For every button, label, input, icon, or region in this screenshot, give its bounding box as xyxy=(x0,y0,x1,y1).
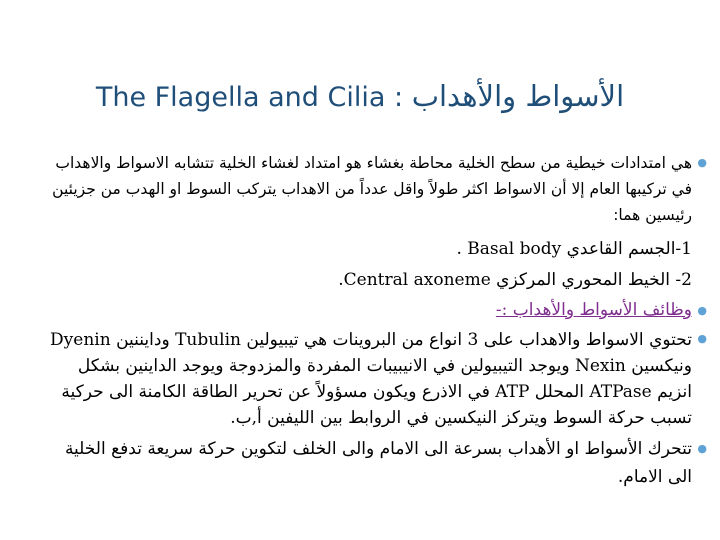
bullet-functions-heading xyxy=(44,296,707,325)
movement-text: تتحرك الأسواط او الأهداب بسرعة الى الامام والى الخلف لتكوين حركة سريعة تدفع الخلية الى الامام. xyxy=(64,439,692,487)
bullet-definition xyxy=(44,150,707,228)
proteins-text: تحتوي الاسواط والاهداب على 3 انواع من البروينات هي تيبيولين Tubulin ودايننين Dyenin ونيكسين Nexin ويوجد التيبيولين في الانيبيبات المفردة والمزدوجة ويوجد الداينين بشكل انزيم ATPase المحلل ATP في الاذرع ويكون مسؤولاً عن تحرير الطاقة الكامنة الى حركية تسبب حركة السوط ويتركز النيكسين في الروابط بين الليفين أ,ب. xyxy=(50,330,692,428)
slide-title xyxy=(40,66,680,126)
bullet-icon: ● xyxy=(697,304,707,317)
slide-content xyxy=(44,150,707,491)
title-arabic: الأسواط والأهداب xyxy=(411,79,625,113)
numbered-item-basal-body: 1-الجسم القاعدي Basal body . xyxy=(456,239,692,259)
bullet-icon: ● xyxy=(697,332,707,345)
title-separator: : xyxy=(393,82,404,113)
functions-heading-text: وظائف الأسواط والأهداب :- xyxy=(495,300,692,320)
bullet-icon: ● xyxy=(697,442,707,455)
title-english: The Flagella and Cilia xyxy=(95,82,386,113)
definition-text: هي امتدادات خيطية من سطح الخلية محاطة بغشاء هو امتداد لغشاء الخلية تتشابه الاسواط والاهداب في تركيبها العام إلا أن الاسواط اكثر طولاً واقل عدداً من الاهداب يتركب السوط او الهدب من جزيئين رئيسين هما: xyxy=(52,154,692,224)
numbered-item-central-axoneme: 2- الخيط المحوري المركزي Central axoneme. xyxy=(338,270,692,290)
bullet-proteins xyxy=(44,327,707,431)
bullet-icon: ● xyxy=(697,156,707,169)
bullet-movement xyxy=(44,435,707,491)
